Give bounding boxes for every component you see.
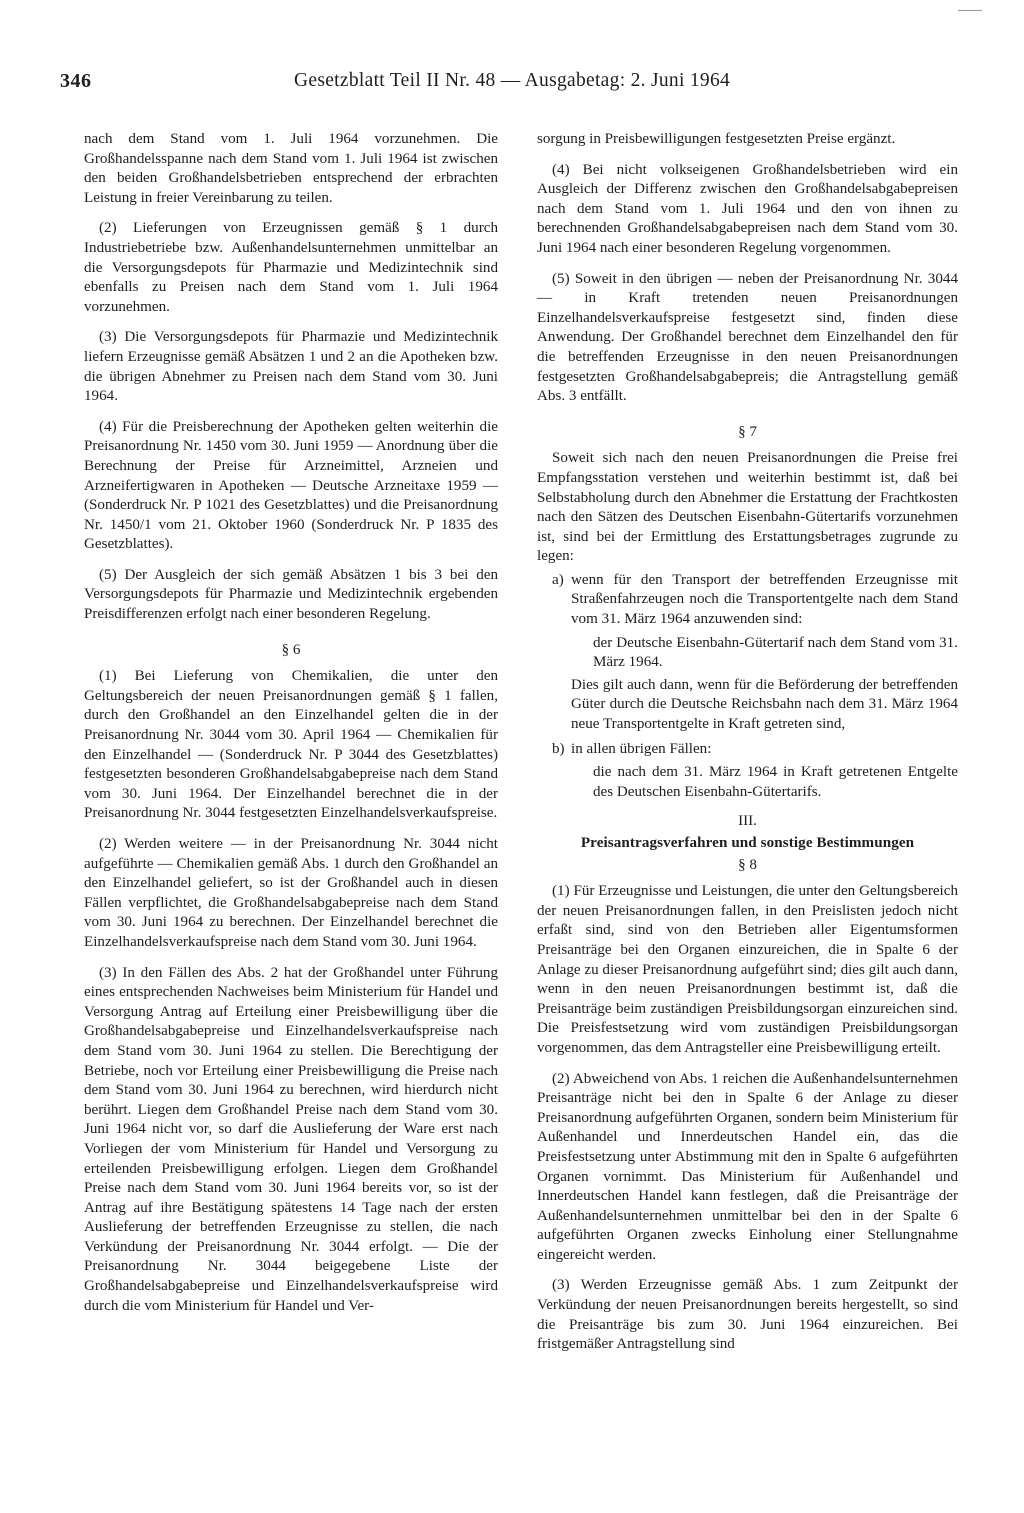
list-item-a-note: Dies gilt auch dann, wenn für die Beförderung der betreffenden Güter durch die Deutsche Reichsbahn nach dem 31. März 1964 neue Transportentgelte in Kraft getreten sind, (571, 676, 958, 733)
corner-mark (958, 10, 982, 11)
paragraph-5-3: (3) Die Versorgungsdepots für Pharmazie und Medizintechnik liefern Erzeugnisse gemäß Absätzen 1 und 2 an die Apotheken bzw. die übrigen Abnehmer zu Preisen nach dem Stand vom 30. Juni 1964. (84, 329, 498, 405)
paragraph-5-2: (2) Lieferungen von Erzeugnissen gemäß § 1 durch Industriebetriebe bzw. Außenhandelsunternehmen unmittelbar an die Versorgungsdepots für Pharmazie und Medizintechnik sind ebenfalls zu Preisen nach dem Stand vom 1. Juli 1964 vorzunehmen. (84, 220, 498, 315)
paragraph-6-3: (3) In den Fällen des Abs. 2 hat der Großhandel unter Führung eines entsprechenden Nachweises beim Ministerium für Handel und Versorgung Antrag auf Erteilung einer Preisbewilligung über die Großhandelsabgabepreise und Einzelhandelsverkaufspreise nach dem Stand vom 30. Juni 1964 zu stellen. Die Berechtigung der Betriebe, noch vor Erteilung einer Preisbewilligung die Preise nach dem Stand vom 30. Juni 1964 zu berechnen, wird hierdurch nicht berührt. Liegen dem Großhandel Preise nach dem Stand vom 30. Juni 1964 nicht vor, so darf die Auslieferung der Ware erst nach Vorliegen der vom Ministerium für Handel und Versorgung zu erteilenden Preisbewilligung erfolgen. Liegen dem Großhandel Preise nach dem Stand vom 30. Juni 1964 bereits vor, so ist der Antrag auf ihre Bestätigung spätestens 14 Tage nach der ersten Auslieferung der betreffenden Erzeugnisse zu stellen, die nach Verkündung der Preisanordnung Nr. 3044 erfolgt. — Die der Preisanordnung Nr. 3044 beigegebene Liste der Großhandelsabgabepreise und Einzelhandelsverkaufspreise wird durch die vom Ministerium für Handel und Ver- (84, 964, 498, 1314)
list-item-a-text: wenn für den Transport der betreffenden Erzeugnisse mit Straßenfahrzeugen noch die Transportentgelte nach dem Stand vom 31. März 1964 anzuwenden sind: (571, 571, 958, 628)
section-6-heading: § 6 (281, 641, 301, 658)
running-head: Gesetzblatt Teil II Nr. 48 — Ausgabetag: 2. Juni 1964 (294, 70, 731, 91)
left-column (84, 130, 498, 1327)
paragraph-6-5: (5) Soweit in den übrigen — neben der Preisanordnung Nr. 3044 — in Kraft tretenden neuen Preisanordnungen Einzelhandelsverkaufspreise festgesetzt sind, finden diese Anwendung. Der Großhandel berechnet dem Einzelhandel den für die betreffenden Erzeugnisse in den neuen Preisanordnungen festgesetzten Großhandelsabgabepreis; die Antragstellung gemäß Abs. 3 entfällt. (537, 270, 958, 405)
paragraph-8-2: (2) Abweichend von Abs. 1 reichen die Außenhandelsunternehmen Preisanträge nicht bei den in Spalte 6 der Anlage zu dieser Preisanordnung aufgeführten Organen, sondern beim Ministerium für Außenhandel und Innerdeutschen Handel ein, das die Preisfestsetzung unter Abstimmung mit den in Spalte 6 aufgeführten Organen vornimmt. Das Ministerium für Außenhandel und Innerdeutschen Handel kann festlegen, daß die Preisanträge der Außenhandelsunternehmen unmittelbar bei den in der Spalte 6 aufgeführten Organen zwecks Einholung einer Stellungnahme eingereicht werden. (537, 1070, 958, 1263)
paragraph-6-3-continued: sorgung in Preisbewilligungen festgesetzten Preise ergänzt. (537, 131, 896, 147)
section-8-heading: § 8 (738, 856, 757, 873)
paragraph-7-1: Soweit sich nach den neuen Preisanordnungen die Preise frei Empfangsstation verstehen und weiterhin bestimmt ist, daß bei Selbstabholung durch den Abnehmer die Erstattung der Frachtkosten nach den Sätzen des Deutschen Eisenbahn-Gütertarifs vorzunehmen ist, sind bei der Ermittlung des Erstattungsbetrages zugrunde zu legen: (537, 450, 958, 565)
page-number: 346 (60, 70, 92, 92)
paragraph-6-1: (1) Bei Lieferung von Chemikalien, die unter den Geltungsbereich der neuen Preisanordnungen gemäß § 1 fallen, durch den Großhandel an den Einzelhandel gelten die in der Preisanordnung Nr. 3044 vom 30. April 1964 — Chemikalien für den Einzelhandel — (Sonderdruck Nr. P 3044 des Gesetzblattes) festgesetzten besonderen Großhandelsabgabepreise nach dem Stand vom 30. Juni 1964. Der Einzelhandel berechnet die in der Preisanordnung Nr. 3044 festgesetzten Einzelhandelsverkaufspreise. (84, 668, 498, 822)
page-header (60, 70, 960, 100)
list-marker-a: a) (552, 571, 564, 588)
paragraph-8-1: (1) Für Erzeugnisse und Leistungen, die unter den Geltungsbereich der neuen Preisanordnungen fallen, in den Preislisten jedoch nicht erfaßt sind, sind von den Betrieben aller Eigentumsformen Preisanträge bei den Organen einzureichen, die in Spalte 6 der Anlage zu dieser Preisanordnung aufgeführt sind; dies gilt auch dann, wenn in den neuen Preisanordnungen bestimmt ist, daß die Preisanträge beim zuständigen Preisbildungsorgan einzureichen sind. Die Preisfestsetzung wird vom zuständigen Preisbildungsorgan vorgenommen, das dem Antragsteller eine Preisbewilligung erteilt. (537, 883, 958, 1056)
list-item-a-sub: der Deutsche Eisenbahn-Gütertarif nach dem Stand vom 31. März 1964. (593, 634, 958, 671)
list-item-b (537, 740, 958, 760)
chapter-number: III. (738, 813, 757, 830)
paragraph-8-3: (3) Werden Erzeugnisse gemäß Abs. 1 zum Zeitpunkt der Verkündung der neuen Preisanordnungen bereits hergestellt, so sind die Preisanträge bis zum 30. Juni 1964 einzureichen. Bei fristgemäßer Antragstellung sind (537, 1277, 958, 1353)
right-column (537, 130, 958, 1366)
paragraph-5-5: (5) Der Ausgleich der sich gemäß Absätzen 1 bis 3 bei den Versorgungsdepots für Pharmazie und Medizintechnik ergebenden Preisdifferenzen erfolgt nach einer besonderen Regelung. (84, 566, 498, 623)
chapter-title: Preisantragsverfahren und sonstige Bestimmungen (580, 835, 915, 851)
paragraph-5-4: (4) Für die Preisberechnung der Apotheken gelten weiterhin die Preisanordnung Nr. 1450 vom 30. Juni 1959 — Anordnung über die Berechnung der Preise für Arzneimittel, Arzneien und Arzneifertigwaren in Apotheken — Deutsche Arzneitaxe 1959 — (Sonderdruck Nr. P 1021 des Gesetzblattes) und die Preisanordnung Nr. 1450/1 vom 21. Oktober 1960 (Sonderdruck Nr. P 1835 des Gesetzblattes). (84, 418, 498, 553)
section-7-heading: § 7 (738, 423, 757, 440)
paragraph-6-2: (2) Werden weitere — in der Preisanordnung Nr. 3044 nicht aufgeführte — Chemikalien gemäß Abs. 1 durch den Großhandel an den Einzelhandel geliefert, so ist der Großhandel auch in diesen Fällen verpflichtet, die Großhandelsabgabepreise nach dem Stand vom 30. Juni 1964 zu berechnen. Der Einzelhandel berechnet die Einzelhandelsverkaufspreise nach dem Stand vom 30. Juni 1964. (84, 836, 498, 950)
list-item-b-sub: die nach dem 31. März 1964 in Kraft getretenen Entgelte des Deutschen Eisenbahn-Gütertarifs. (593, 764, 958, 800)
paragraph-continued: nach dem Stand vom 1. Juli 1964 vorzunehmen. Die Großhandelsspanne nach dem Stand vom 1. Juli 1964 ist zwischen den beiden Großhandelsbetrieben entsprechend der erbrachten Leistung in freier Vereinbarung zu teilen. (84, 131, 498, 206)
list-item-b-text: in allen übrigen Fällen: (571, 740, 712, 757)
list-item-a (537, 571, 958, 630)
paragraph-6-4: (4) Bei nicht volkseigenen Großhandelsbetrieben wird ein Ausgleich der Differenz zwischen den Großhandelsabgabepreisen nach dem Stand vom 1. Juli 1964 und den von ihnen zu berechnenden Großhandelsabgabepreisen nach dem Stand vom 30. Juni 1964 nach einer besonderen Regelung vorgenommen. (537, 161, 958, 256)
list-marker-b: b) (552, 740, 565, 757)
